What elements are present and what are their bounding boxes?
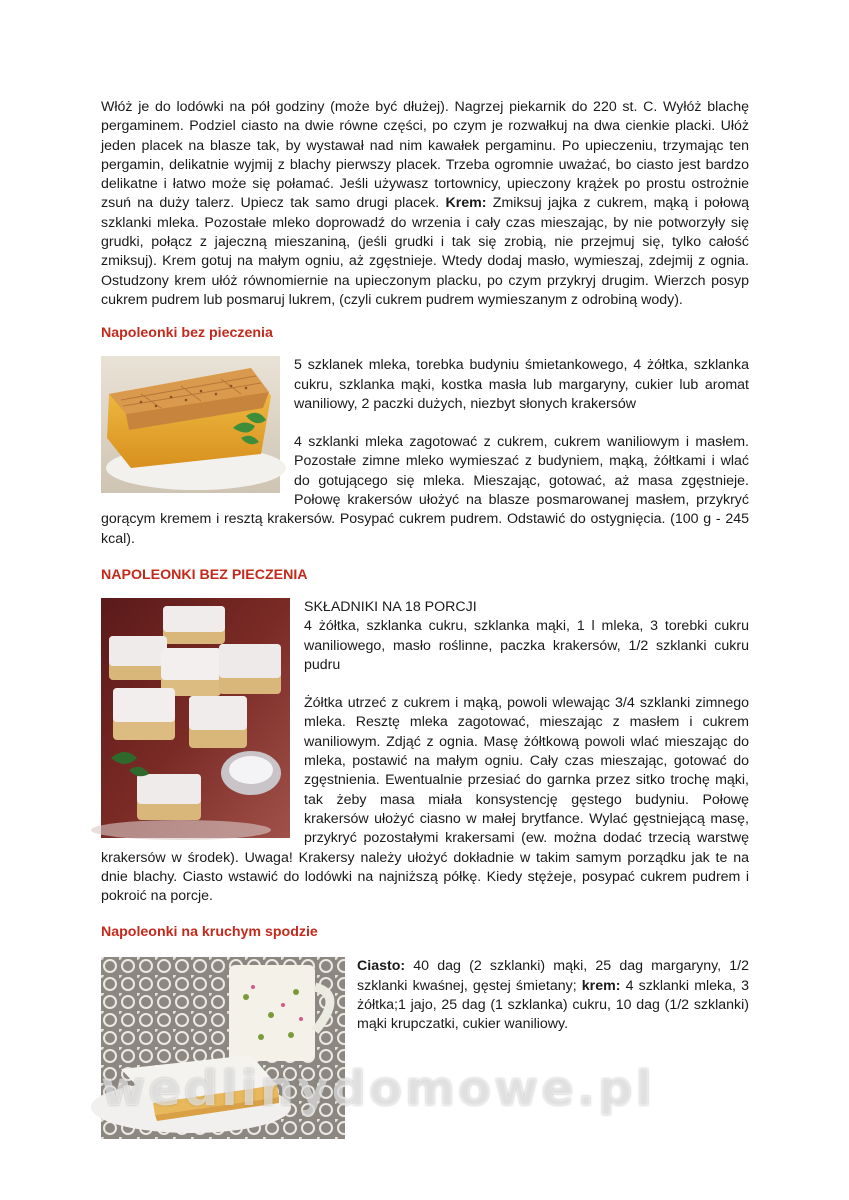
napoleonki-squares-photo [101, 598, 290, 838]
krem-label: Krem: [445, 195, 487, 212]
recipe-1-ingredients: 5 szklanek mleka, torebka budyniu śmietankowego, 4 żółtka, szklanka cukru, szklanka mąki, kostka masła lub margaryny, cukier lub aromat waniliowy, 2 paczki dużych, niezbyt słonych krakersów [294, 357, 749, 412]
recipe-3-ingredients: Ciasto: 40 dag (2 szklanki) mąki, 25 dag margaryny, 1/2 szklanki kwaśnej, gęstej śmietany; krem: 4 szklanki mleka, 3 żółtka;1 jajo, 25 dag (1 szklanka) cukru, 10 dag (1/2 szklanki) mąki krupczatki, cukier waniliowy. [357, 958, 750, 1033]
intro-paragraph: Włóż je do lodówki na pół godziny (może być dłużej). Nagrzej piekarnik do 220 st. C. Wyłóż blachę pergaminem. Podziel ciasto na dwie równe części, po czym je rozwałkuj na dwa cienkie placki. Ułóż jeden placek na blasze tak, by wystawał nad nim kawałek pergaminu. Po upieczeniu, trzymając ten pergamin, delikatnie wyjmij z blachy pierwszy placek. Trzeba ogromnie uważać, bo ciasto jest bardzo delikatne i łatwo może się połamać. Jeśli używasz tortownicy, upieczony krążek po prostu ostrożnie zsuń na duży talerz. Upiecz tak samo drugi placek. Krem: Zmiksuj jajka z cukrem, mąką i połową szklanki mleka. Pozostałe mleko doprowadź do wrzenia i cały czas mieszając, by nie potworzyły się grudki, połącz z jajeczną mieszaniną, (jeśli grudki i tak się zrobią, nie przejmuj się, tylko całość zmiksuj). Krem gotuj na małym ogniu, aż zgęstnieje. Wtedy dodaj masło, wymieszaj, zdejmij z ognia. Ostudzony krem ułóż równomiernie na upieczonym placku, po czym przykryj drugim. Wierzch posyp cukrem pudrem lub posmaruj lukrem, (czyli cukrem pudrem wymieszanym z odrobiną wody). [101, 99, 749, 308]
recipe-2-portions: SKŁADNIKI NA 18 PORCJI [304, 598, 477, 615]
recipe-section-3 [101, 923, 749, 1143]
recipe-document [101, 98, 749, 1143]
recipe-1-method: 4 szklanki mleka zagotować z cukrem, cukrem waniliowym i masłem. Pozostałe zimne mleko wymieszać z budyniem, mąką, żółtkami i wlać do gotującego się mleka. Mieszając, gotować, aż masa zgęstnieje. Połowę krakersów ułożyć na blasze posmarowanej masłem, przykryć gorącym kremem i resztą krakersów. Posypać cukrem pudrem. Odstawić do ostygnięcia. (100 g - 245 kcal). [101, 434, 749, 547]
recipe-2-title: NAPOLEONKI BEZ PIECZENIA [101, 566, 308, 583]
ciasto-label: Ciasto: [357, 958, 406, 975]
recipe-1-title: Napoleonki bez pieczenia [101, 325, 273, 342]
watermark-text: wedlinydomowe.pl [101, 1061, 655, 1118]
recipe-2-ingredients: 4 żółtka, szklanka cukru, szklanka mąki, 1 l mleka, 3 torebki cukru waniliowego, masło roślinne, paczka krakersów, 1/2 szklanki cukru pudru [304, 618, 749, 673]
recipe-3-title: Napoleonki na kruchym spodzie [101, 924, 318, 941]
napoleonka-cracker-photo [101, 356, 280, 493]
recipe-section-1 [101, 324, 749, 549]
recipe-2-method: Żółtka utrzeć z cukrem i mąką, powoli wlewając 3/4 szklanki zimnego mleka. Resztę mleka zagotować, mieszając z masłem i cukrem waniliowym. Zdjąć z ognia. Masę żółtkową powoli wlać mieszając do mleka, postawić na małym ogniu. Cały czas mieszając, gotować do zgęstnienia. Ewentualnie przesiać do garnka przez sitko trochę mąki, tak żeby masa miała konsystencję gęstego budyniu. Połowę krakersów ułożyć ciasno w małej brytfance. Wylać gęstniejącą masę, przykryć pozostałymi krakersami (ew. można dodać trzecią warstwę krakersów w środek). Uwaga! Krakersy należy ułożyć dokładnie w takim samym porządku jak te na dnie blachy. Ciasto wstawić do lodówki na najniższą półkę. Kiedy stężeje, posypać cukrem pudrem i pokroić na porcje. [101, 695, 749, 905]
krem-label-2: krem: [581, 977, 621, 994]
recipe-section-2 [101, 566, 749, 906]
